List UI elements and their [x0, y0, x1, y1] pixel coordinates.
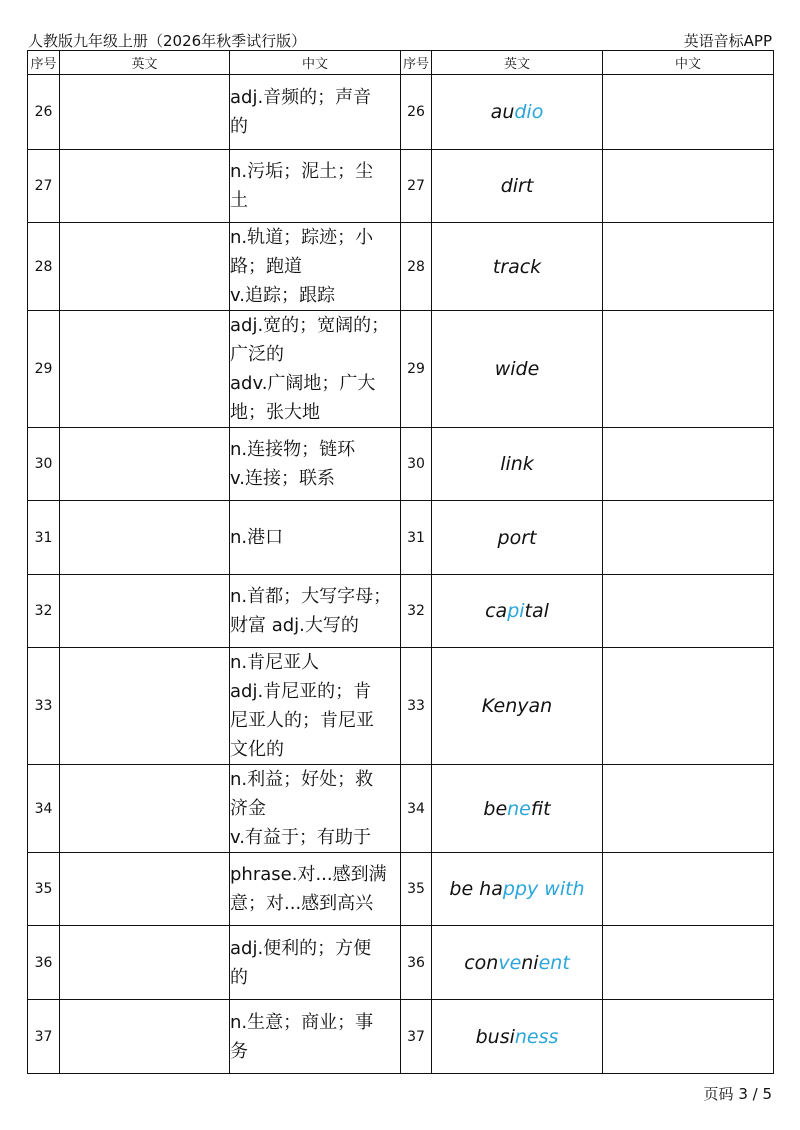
english-blank-cell: [60, 575, 230, 648]
vocabulary-table: [27, 50, 774, 1074]
english-blank-cell: [60, 1000, 230, 1074]
meaning-line: v.有益于；有助于: [230, 827, 371, 848]
chinese-meaning-cell: [230, 223, 401, 311]
chinese-blank-cell: [603, 311, 774, 428]
chinese-meaning-cell: [230, 311, 401, 428]
chinese-meaning-cell: [230, 765, 401, 853]
meaning-line: 土: [230, 190, 248, 211]
meaning-line: 的: [230, 966, 248, 988]
word-segment: be: [483, 797, 508, 820]
row-number: 27: [401, 150, 432, 223]
row-number: 28: [401, 223, 432, 311]
word-segment: au: [490, 101, 515, 123]
chinese-blank-cell: [603, 150, 774, 223]
meaning-line: n.连接物；链环: [230, 439, 356, 460]
column-header-number: 序号: [401, 51, 432, 75]
english-blank-cell: [60, 75, 230, 150]
word-segment: fit: [530, 797, 551, 820]
row-number: 30: [28, 428, 60, 501]
row-number: 29: [401, 311, 432, 428]
row-number: 35: [28, 853, 60, 926]
meaning-line: v.连接；联系: [230, 468, 335, 489]
stressed-syllable: ppy with: [502, 878, 585, 900]
word-segment: tal: [524, 600, 549, 622]
english-word-cell: [432, 311, 603, 428]
table-row: [28, 648, 774, 765]
english-word-cell: [432, 926, 603, 1000]
meaning-line: phrase.对...感到满: [230, 864, 387, 885]
word-segment: Kenyan: [481, 695, 553, 717]
english-word-cell: [432, 150, 603, 223]
english-word-cell: [432, 648, 603, 765]
meaning-line: 济金: [230, 798, 266, 819]
row-number: 32: [401, 575, 432, 648]
row-number: 27: [28, 150, 60, 223]
english-blank-cell: [60, 853, 230, 926]
meaning-line: n.首都；大写字母；: [230, 586, 392, 607]
chinese-blank-cell: [603, 765, 774, 853]
meaning-line: adj.肯尼亚的；肯: [230, 681, 372, 702]
row-number: 37: [401, 1000, 432, 1074]
english-blank-cell: [60, 765, 230, 853]
column-header-chinese: 中文: [230, 51, 401, 75]
meaning-line: adj.宽的；宽阔的；: [230, 315, 390, 336]
meaning-line: n.肯尼亚人: [230, 652, 320, 673]
english-word-cell: [432, 1000, 603, 1074]
table-row: [28, 428, 774, 501]
english-word-cell: [432, 853, 603, 926]
table-row: [28, 501, 774, 575]
document-title: 人教版九年级上册（2026年秋季试行版）: [28, 32, 307, 50]
row-number: 31: [401, 501, 432, 575]
word-segment: con: [464, 951, 499, 974]
english-word-cell: [432, 765, 603, 853]
english-word-cell: [432, 75, 603, 150]
chinese-meaning-cell: [230, 75, 401, 150]
chinese-meaning-cell: [230, 926, 401, 1000]
chinese-blank-cell: [603, 853, 774, 926]
row-number: 32: [28, 575, 60, 648]
word-segment: ni: [521, 951, 539, 974]
row-number: 33: [28, 648, 60, 765]
meaning-line: 文化的: [230, 739, 284, 760]
meaning-line: adj.便利的；方便: [230, 937, 372, 959]
word-segment: ca: [485, 600, 508, 622]
meaning-line: 广泛的: [230, 344, 284, 365]
row-number: 29: [28, 311, 60, 428]
table-row: [28, 765, 774, 853]
table-row: [28, 75, 774, 150]
chinese-meaning-cell: [230, 428, 401, 501]
word-segment: be ha: [449, 878, 503, 900]
meaning-line: n.港口: [230, 527, 284, 548]
english-blank-cell: [60, 150, 230, 223]
row-number: 35: [401, 853, 432, 926]
meaning-line: n.轨道；踪迹；小: [230, 227, 374, 248]
row-number: 34: [28, 765, 60, 853]
stressed-syllable: dio: [514, 101, 544, 123]
english-word-cell: [432, 501, 603, 575]
chinese-blank-cell: [603, 75, 774, 150]
english-blank-cell: [60, 223, 230, 311]
table-row: [28, 926, 774, 1000]
meaning-line: n.利益；好处；救: [230, 769, 374, 790]
meaning-line: adv.广阔地；广大: [230, 373, 376, 394]
english-blank-cell: [60, 501, 230, 575]
stressed-syllable: ness: [514, 1025, 559, 1048]
row-number: 28: [28, 223, 60, 311]
word-segment: port: [497, 526, 537, 549]
column-header-chinese: 中文: [603, 51, 774, 75]
chinese-meaning-cell: [230, 575, 401, 648]
meaning-line: 地；张大地: [230, 402, 320, 423]
english-blank-cell: [60, 428, 230, 501]
chinese-meaning-cell: [230, 1000, 401, 1074]
row-number: 34: [401, 765, 432, 853]
word-segment: track: [492, 255, 542, 278]
chinese-blank-cell: [603, 1000, 774, 1074]
chinese-meaning-cell: [230, 853, 401, 926]
row-number: 37: [28, 1000, 60, 1074]
meaning-line: 路；跑道: [230, 256, 302, 277]
meaning-line: 尼亚人的；肯尼亚: [230, 710, 374, 731]
chinese-blank-cell: [603, 223, 774, 311]
word-segment: busi: [475, 1025, 515, 1048]
chinese-blank-cell: [603, 501, 774, 575]
stressed-syllable: ve: [498, 951, 522, 974]
stressed-syllable: ne: [507, 797, 531, 820]
meaning-line: 务: [230, 1040, 248, 1062]
meaning-line: n.污垢；泥土；尘: [230, 161, 374, 182]
row-number: 31: [28, 501, 60, 575]
chinese-blank-cell: [603, 926, 774, 1000]
word-segment: dirt: [500, 175, 534, 197]
chinese-blank-cell: [603, 575, 774, 648]
meaning-line: n.生意；商业；事: [230, 1011, 374, 1033]
word-segment: link: [500, 453, 534, 475]
meaning-line: adj.音频的；声音: [230, 87, 372, 108]
stressed-syllable: ent: [538, 951, 570, 974]
row-number: 26: [401, 75, 432, 150]
chinese-meaning-cell: [230, 501, 401, 575]
column-header-number: 序号: [28, 51, 60, 75]
table-row: [28, 311, 774, 428]
row-number: 26: [28, 75, 60, 150]
row-number: 36: [401, 926, 432, 1000]
english-word-cell: [432, 575, 603, 648]
english-blank-cell: [60, 311, 230, 428]
english-word-cell: [432, 428, 603, 501]
english-blank-cell: [60, 648, 230, 765]
table-row: [28, 223, 774, 311]
column-header-english: 英文: [60, 51, 230, 75]
chinese-blank-cell: [603, 428, 774, 501]
meaning-line: v.追踪；跟踪: [230, 285, 335, 306]
word-segment: wide: [494, 358, 540, 380]
meaning-line: 意；对...感到高兴: [230, 893, 374, 914]
column-header-english: 英文: [432, 51, 603, 75]
meaning-line: 的: [230, 116, 248, 137]
chinese-blank-cell: [603, 648, 774, 765]
row-number: 33: [401, 648, 432, 765]
page-number: 页码 3 / 5: [703, 1085, 772, 1103]
table-row: [28, 1000, 774, 1074]
english-blank-cell: [60, 926, 230, 1000]
row-number: 36: [28, 926, 60, 1000]
meaning-line: 财富 adj.大写的: [230, 615, 359, 636]
app-name: 英语音标APP: [683, 32, 772, 50]
table-row: [28, 575, 774, 648]
row-number: 30: [401, 428, 432, 501]
chinese-meaning-cell: [230, 150, 401, 223]
stressed-syllable: pi: [507, 600, 525, 622]
chinese-meaning-cell: [230, 648, 401, 765]
table-row: [28, 853, 774, 926]
table-header-row: [28, 51, 774, 75]
english-word-cell: [432, 223, 603, 311]
table-row: [28, 150, 774, 223]
